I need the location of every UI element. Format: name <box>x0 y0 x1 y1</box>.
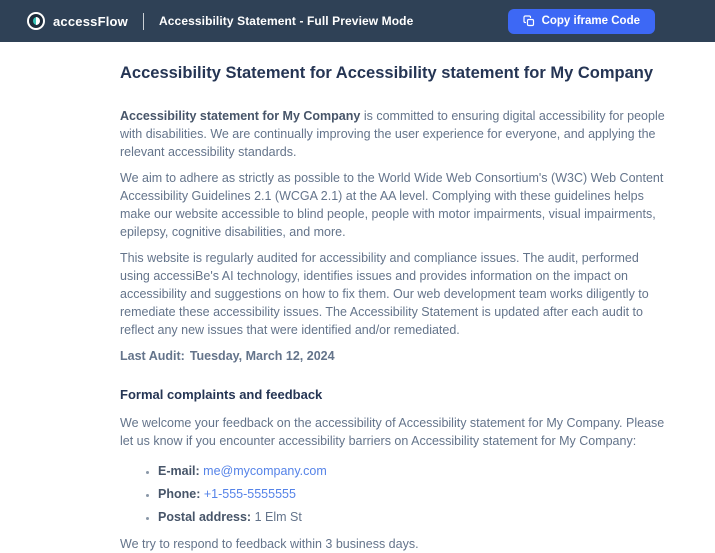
intro-paragraph <box>120 107 672 161</box>
contact-item-email <box>158 464 672 479</box>
postal-label: Postal address: <box>158 510 252 524</box>
feedback-heading: Formal complaints and feedback <box>120 387 323 402</box>
intro-rest: is committed to ensuring digital accessibility for people with disabilities. We are continually improving the user experience for everyone, and applying the relevant accessibility standards. <box>120 109 665 159</box>
response-time-paragraph: We try to respond to feedback within 3 business days. <box>120 537 419 551</box>
intro-company-bold: Accessibility statement for My Company <box>120 109 361 123</box>
contact-item-phone <box>158 487 672 502</box>
header-subtitle: Accessibility Statement - Full Preview Mode <box>159 14 414 28</box>
contact-item-postal <box>158 510 672 525</box>
postal-value: 1 Elm St <box>254 510 302 524</box>
page-title: Accessibility Statement for Accessibility statement for My Company <box>120 64 654 82</box>
copy-button-label: Copy iframe Code <box>541 15 640 27</box>
copy-iframe-code-button[interactable] <box>508 9 655 34</box>
email-label: E-mail: <box>158 464 200 478</box>
last-audit-label: Last Audit: <box>120 349 185 363</box>
header-divider <box>143 13 144 30</box>
phone-link[interactable]: +1-555-5555555 <box>203 487 296 501</box>
email-link[interactable]: me@mycompany.com <box>203 464 327 478</box>
phone-label: Phone: <box>158 487 201 501</box>
copy-icon <box>523 15 535 27</box>
last-audit-date: Tuesday, March 12, 2024 <box>189 349 335 363</box>
top-bar <box>0 0 715 42</box>
wcag-paragraph: We aim to adhere as strictly as possible to the World Wide Web Consortium's (W3C) Web Content Accessibility Guidelines 2.1 (WCGA 2.1) at the AA level. Complying with these guidelines helps make our website accessible to blind people, people with motor impairments, visual impairments, epilepsy, cognitive disabilities, and more. <box>120 171 664 239</box>
contact-list <box>120 464 672 525</box>
statement-document <box>0 42 715 553</box>
audit-paragraph: This website is regularly audited for accessibility and compliance issues. The audit, performed using accessiBe's AI technology, identifies issues and provides information on the impact on accessibility and suggestions on how to fix them. Our web development team works diligently to remediate these accessibility issues. The Accessibility Statement is updated after each audit to reflect any new issues that were identified and/or remediated. <box>120 251 649 337</box>
last-audit-line <box>120 347 672 365</box>
feedback-paragraph: We welcome your feedback on the accessibility of Accessibility statement for My Company. Please let us know if you encounter accessibility barriers on Accessibility statement for My Company: <box>120 416 665 448</box>
accessflow-logo-icon <box>27 12 45 30</box>
brand-group <box>27 12 413 30</box>
brand-name: accessFlow <box>53 13 128 29</box>
